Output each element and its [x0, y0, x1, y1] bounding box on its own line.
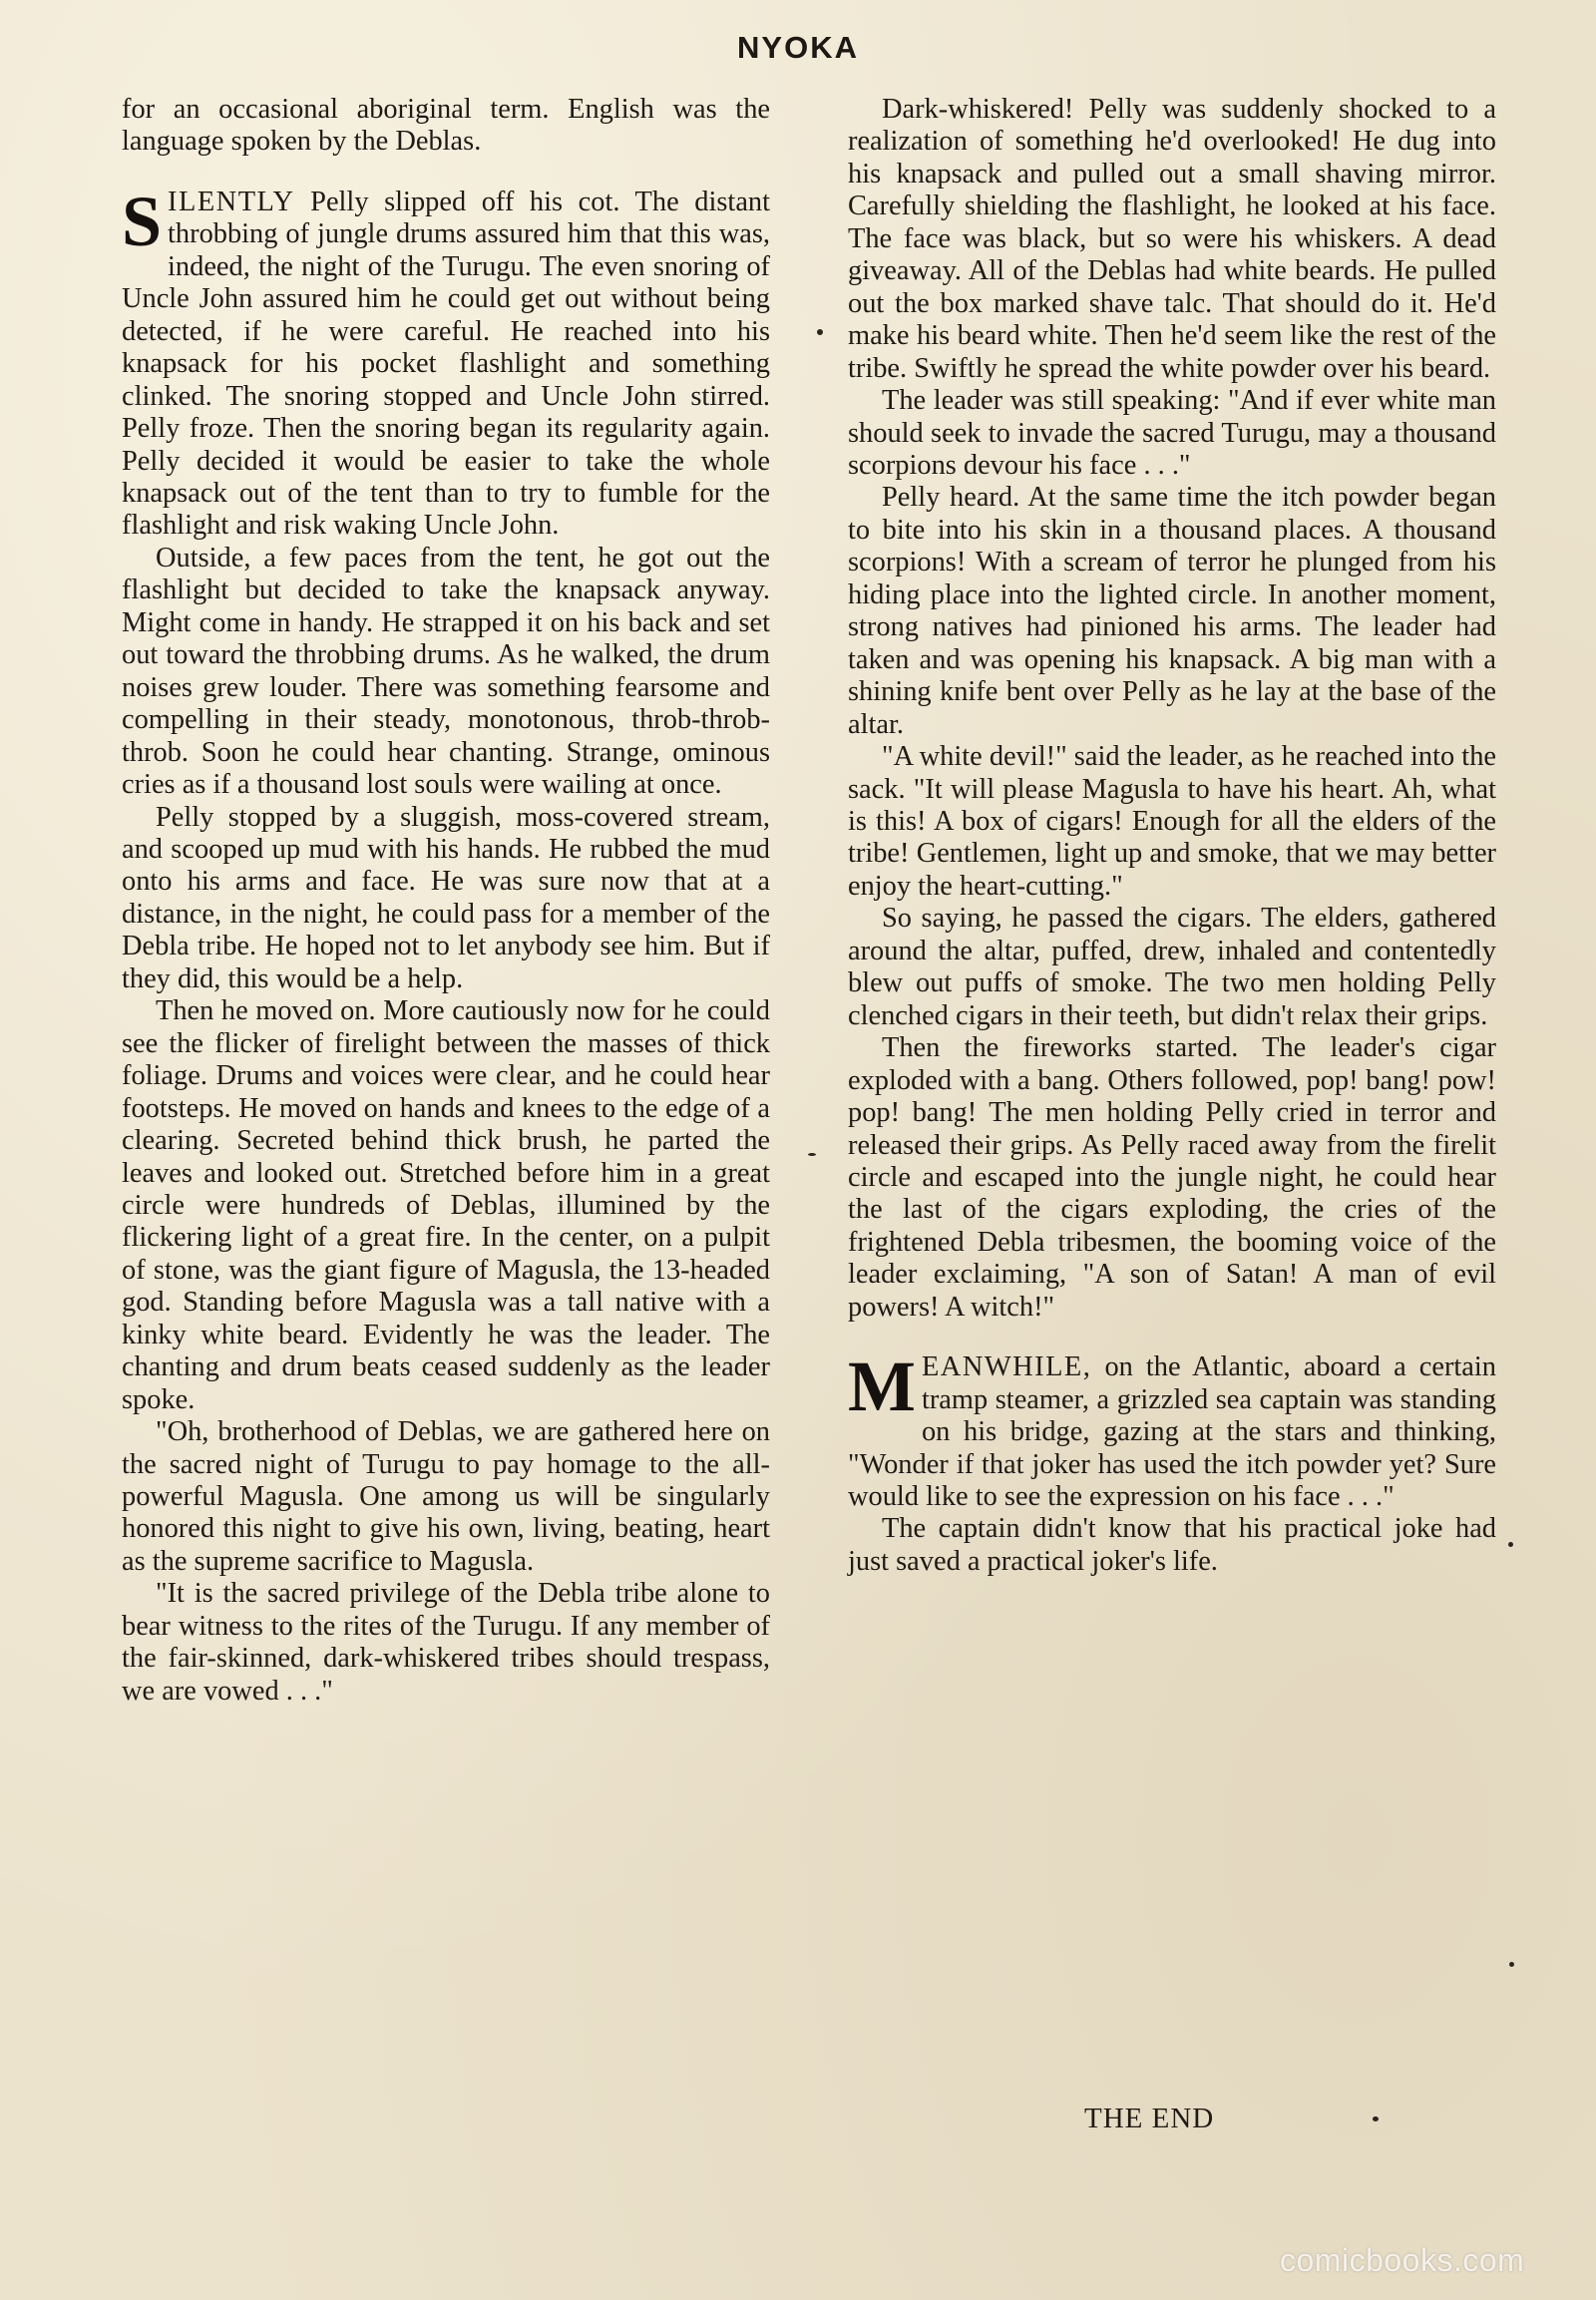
paragraph: for an occasional aboriginal term. English was the language spoken by the Deblas. — [122, 94, 770, 158]
drop-cap: S — [122, 181, 163, 261]
print-speck — [1373, 2116, 1379, 2121]
lead-in-word: EANWHILE, — [921, 1351, 1092, 1383]
right-text-column — [848, 94, 1496, 1578]
paragraph: "Oh, brotherhood of Deblas, we are gathered here on the sacred night of Turugu to pay homage to the all-powerful Magusla. One among us will be singularly honored this night to give his own, living, beating, heart as the supreme sacrifice to Magusla. — [122, 1416, 770, 1577]
print-speck — [817, 329, 823, 335]
paragraph: "It is the sacred privilege of the Debla tribe alone to bear witness to the rites of the Turugu. If any member of the fair-skinned, dark-whiskered tribes should trespass, we are vowed . . ." — [122, 1578, 770, 1707]
print-speck — [1509, 1962, 1514, 1967]
paragraph: Then the fireworks started. The leader's cigar exploded with a bang. Others followed, pop! bang! pow! pop! bang! The men holding Pelly cried in terror and released their grips. As Pelly raced away from the firelit circle and escaped into the jungle night, he could hear the last of the cigars exploding, the cries of the frightened Debla tribesmen, the booming voice of the leader exclaiming, "A son of Satan! A man of evil powers! A witch!" — [848, 1032, 1496, 1323]
paragraph: The leader was still speaking: "And if ever white man should seek to invade the sacred Turugu, may a thousand scorpions devour his face . . ." — [848, 385, 1496, 481]
left-text-column — [122, 94, 770, 1708]
paragraph: Dark-whiskered! Pelly was suddenly shocked to a realization of something he'd overlooked! He dug into his knapsack and pulled out a small shaving mirror. Carefully shielding the flashlight, he looked at his face. The face was black, but so were his whiskers. A dead giveaway. All of the Deblas had white beards. He pulled out the box marked shave talc. That should do it. He'd make his beard white. Then he'd seem like the rest of the tribe. Swiftly he spread the white powder over his beard. — [848, 94, 1496, 384]
paragraph-with-dropcap — [848, 1346, 1496, 1513]
print-speck — [1508, 1542, 1513, 1547]
drop-cap: M — [848, 1346, 916, 1427]
site-watermark: comicbooks.com — [1280, 2242, 1525, 2278]
print-speck — [808, 1153, 816, 1156]
paragraph: Outside, a few paces from the tent, he got out the flashlight but decided to take the knapsack anyway. Might come in handy. He strapped it on his back and set out toward the throbbing drums. As he walked, the drum noises grew louder. There was something fearsome and compelling in their steady, monotonous, throb-throb-throb. Soon he could hear chanting. Strange, ominous cries as if a thousand lost souls were wailing at once. — [122, 542, 770, 801]
paragraph: Pelly stopped by a sluggish, moss-covered stream, and scooped up mud with his hands. He rubbed the mud onto his arms and face. He was sure now that at a distance, in the night, he could pass for a member of the Debla tribe. He hoped not to let anybody see him. But if they did, this would be a help. — [122, 801, 770, 994]
paragraph: The captain didn't know that his practical joke had just saved a practical joker's life. — [848, 1513, 1496, 1577]
lead-in-word: ILENTLY — [168, 186, 295, 217]
paragraph-with-dropcap — [122, 181, 770, 543]
paragraph: Pelly heard. At the same time the itch powder began to bite into his skin in a thousand places. A thousand scorpions! With a scream of terror he plunged from his hiding place into the lighted circle. In another moment, strong natives had pinioned his arms. The leader had taken and was opening his knapsack. A big man with a shining knife bent over Pelly as he lay at the base of the altar. — [848, 482, 1496, 740]
paragraph: "A white devil!" said the leader, as he reached into the sack. "It will please Magusla to have his heart. Ah, what is this! A box of cigars! Enough for all the elders of the tribe! Gentlemen, light up and smoke, that we may better enjoy the heart-cutting." — [848, 741, 1496, 902]
paragraph-body: on the Atlantic, aboard a certain tramp steamer, a grizzled sea captain was standing on his bridge, gazing at the stars and thinking, "Wonder if that joker has used the itch powder yet? Sure would like to see the expression on his face . . ." — [848, 1351, 1496, 1513]
paragraph-body: Pelly slipped off his cot. The distant throbbing of jungle drums assured him that this was, indeed, the night of the Turugu. The even snoring of Uncle John assured him he could get out without being detected, if he were careful. He reached into his knapsack for his pocket flashlight and something clinked. The snoring stopped and Uncle John stirred. Pelly froze. Then the snoring began its regularity again. Pelly decided it would be easier to take the whole knapsack out of the tent than to try to fumble for the flashlight and risk waking Uncle John. — [122, 186, 770, 542]
the-end-label: THE END — [1084, 2103, 1215, 2134]
paragraph: So saying, he passed the cigars. The elders, gathered around the altar, puffed, drew, inhaled and contentedly blew out puffs of smoke. The two men holding Pelly clenched cigars in their teeth, but didn't relax their grips. — [848, 903, 1496, 1031]
running-head-title: NYOKA — [737, 30, 859, 65]
paragraph: Then he moved on. More cautiously now for he could see the flicker of firelight between the masses of thick foliage. Drums and voices were clear, and he could hear footsteps. He moved on hands and knees to the edge of a clearing. Secreted behind thick brush, he parted the leaves and looked out. Stretched before him in a great circle were hundreds of Deblas, illumined by the flickering light of a great fire. In the center, on a pulpit of stone, was the giant figure of Magusla, the 13-headed god. Standing before Magusla was a tall native with a kinky white beard. Evidently he was the leader. The chanting and drum beats ceased suddenly as the leader spoke. — [122, 995, 770, 1415]
